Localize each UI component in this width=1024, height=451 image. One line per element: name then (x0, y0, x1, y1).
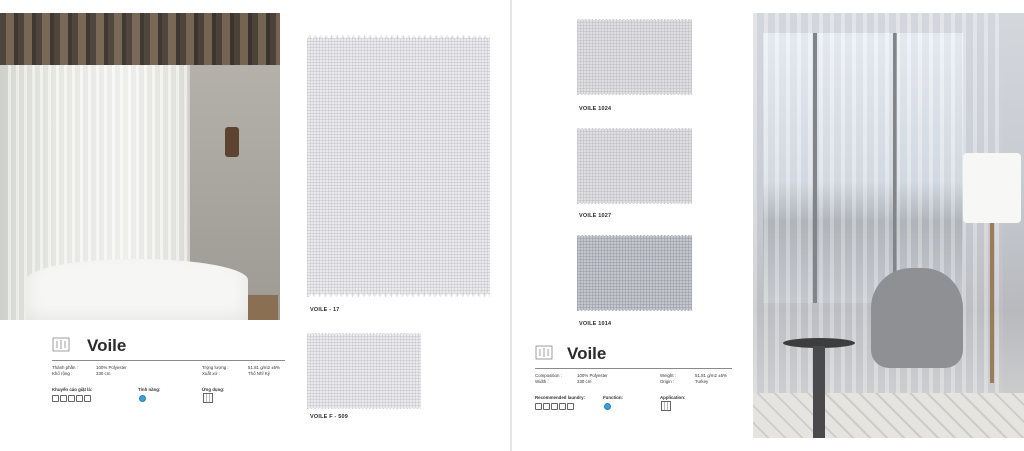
origin-label: Origin : (660, 379, 675, 384)
function-globe-icon (604, 403, 611, 410)
swatch-voile-1024 (577, 19, 692, 95)
width-label: Width : (535, 379, 549, 384)
composition-value: 100% Polyester (96, 365, 127, 370)
swatch-label: VOILE - 17 (310, 307, 340, 313)
spec-block-vi (52, 335, 287, 415)
laundry-care-icons (52, 395, 91, 403)
application-curtain-icon (661, 401, 671, 411)
laundry-label: Khuyến cáo giặt là: (52, 387, 93, 392)
swatch-voile-17 (307, 35, 490, 297)
weight-label: Trọng lượng : (202, 365, 229, 370)
swatch-voile-f-509 (307, 333, 421, 409)
swatch-label: VOILE 1014 (579, 321, 612, 327)
origin-value: Thổ Nhĩ Kỳ (248, 371, 270, 376)
application-label: Ứng dụng: (202, 387, 225, 392)
width-label: Khổ rộng : (52, 371, 73, 376)
product-title: Voile (87, 336, 127, 355)
swatch-voile-1014 (577, 235, 692, 311)
application-curtain-icon (203, 393, 213, 403)
divider (52, 360, 285, 361)
application-label: Application: (660, 395, 686, 400)
origin-label: Xuất xứ : (202, 371, 220, 376)
laundry-label: Recommended laundry: (535, 395, 586, 400)
right-page (513, 0, 1024, 451)
voile-logo-icon (52, 335, 70, 353)
weight-value: 51.81 g/m2 ±5% (695, 373, 727, 378)
weight-value: 51.81 g/m2 ±5% (248, 365, 280, 370)
function-label: Tính năng: (138, 387, 161, 392)
voile-logo-icon (535, 343, 553, 361)
swatch-label: VOILE 1024 (579, 106, 612, 112)
composition-label: Thành phần : (52, 365, 78, 370)
swatch-label: VOILE F - 509 (310, 414, 349, 420)
swatch-voile-1027 (577, 128, 692, 204)
page-spine (510, 0, 512, 451)
living-room-photo (753, 13, 1024, 438)
composition-label: Composition : (535, 373, 562, 378)
origin-value: Turkey (695, 379, 709, 384)
width-value: 330 cm (577, 379, 592, 384)
composition-value: 100% Polyester (577, 373, 608, 378)
product-title: Voile (567, 344, 607, 363)
left-page (0, 0, 511, 451)
function-globe-icon (139, 395, 146, 402)
swatch-label: VOILE 1027 (579, 213, 612, 219)
spec-block-en (535, 343, 735, 423)
bathroom-photo (0, 13, 280, 320)
width-value: 330 cm (96, 371, 111, 376)
laundry-care-icons (535, 403, 574, 411)
function-label: Function: (603, 395, 623, 400)
divider (535, 368, 732, 369)
weight-label: Weight : (660, 373, 677, 378)
